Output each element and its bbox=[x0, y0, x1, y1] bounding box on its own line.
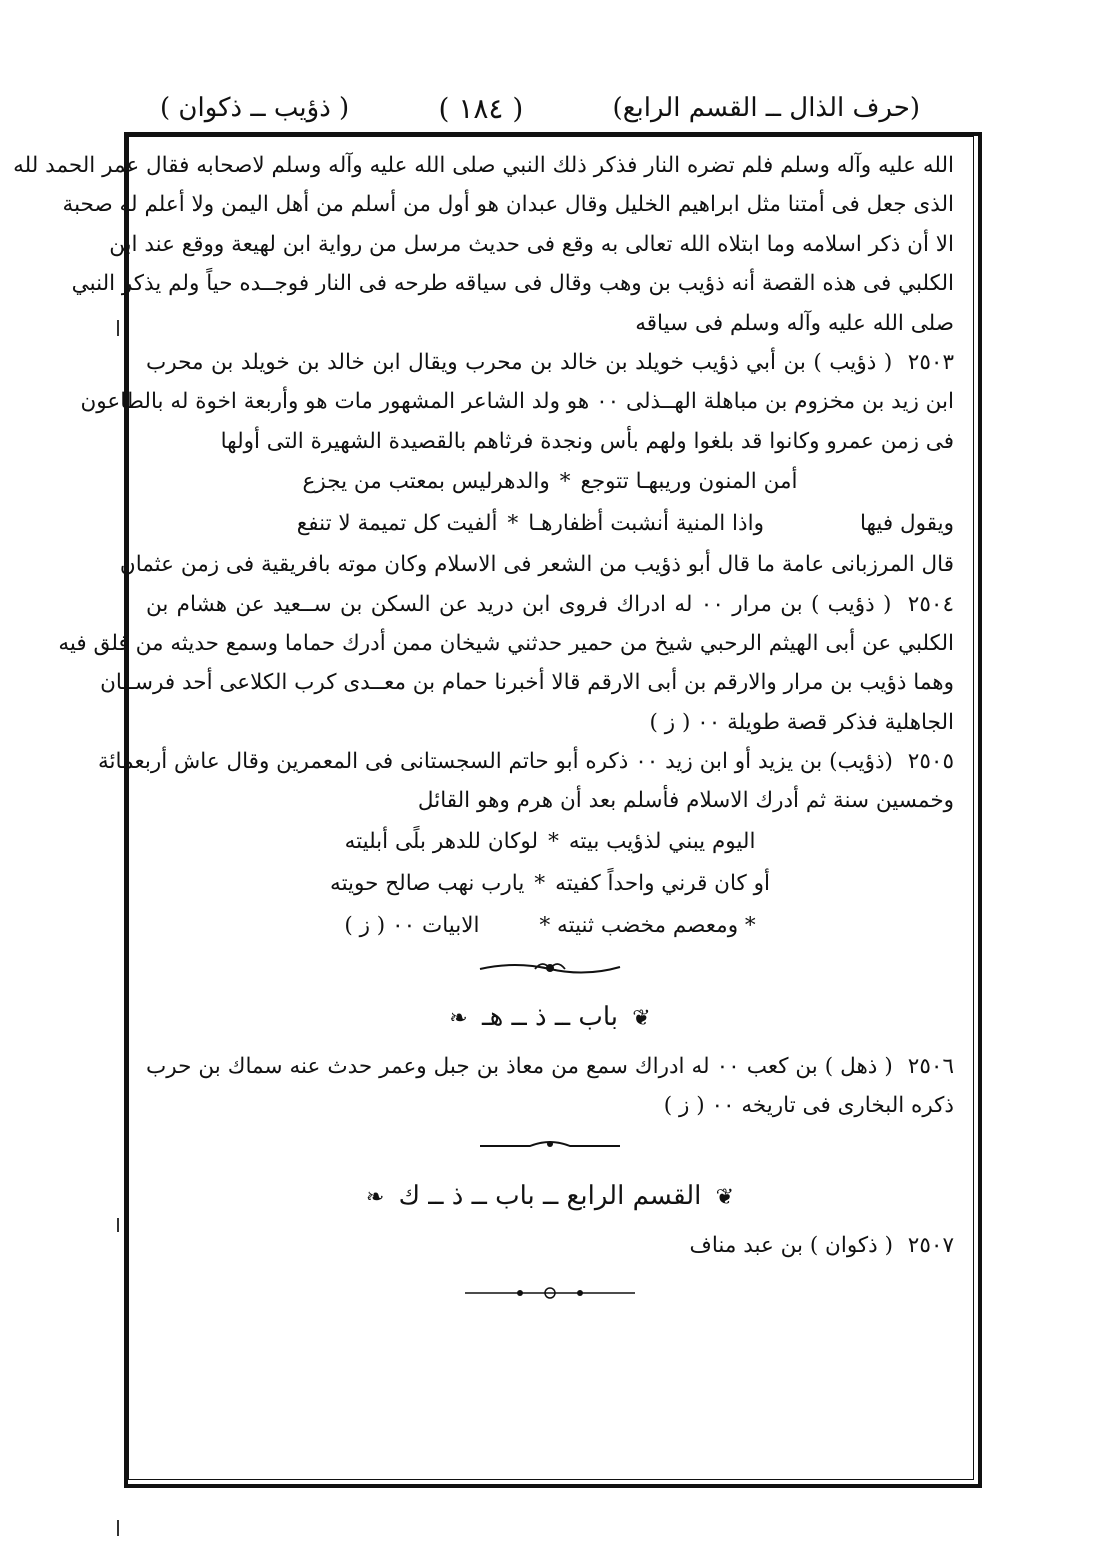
poem-verse bbox=[146, 821, 954, 863]
entry-number: ٢٥٠٤ bbox=[907, 591, 954, 617]
verse-hemistich: أو كان قرني واحداً كفيته bbox=[555, 871, 770, 897]
text-line: وخمسين سنة ثم أدرك الاسلام فأسلم بعد أن هرم وهو القائل bbox=[417, 788, 954, 814]
page-number: ( ١٨٤ ) bbox=[438, 91, 524, 125]
entry-number: ٢٥٠٥ bbox=[907, 749, 954, 775]
entry-number: ٢٥٠٣ bbox=[907, 349, 954, 375]
text-line: وهما ذؤيب بن مرار والارقم بن أبى الارقم قالا أخبرنا حمام بن معــدى كرب الكلاعى أحد فرســان bbox=[100, 670, 954, 696]
verse-hemistich: أمن المنون وريبهـا تتوجع bbox=[580, 469, 798, 495]
text-line: الله عليه وآله وسلم فلم تضره النار فذكر ذلك النبي صلى الله عليه وآله وسلم لاصحابه فقال عمر الحمد لله bbox=[13, 153, 954, 178]
entry-text: ( ذؤيب ) بن مرار ٠٠ له ادراك فروى ابن دريد عن السكن بن ســعيد عن هشام بن bbox=[146, 591, 892, 617]
header-entries: ( ذؤيب ــ ذكوان ) bbox=[160, 93, 350, 123]
scan-edge-mark bbox=[117, 1520, 119, 1536]
entry-number: ٢٥٠٦ bbox=[907, 1053, 954, 1079]
poem-verse bbox=[146, 461, 954, 503]
verse-hemistich: لوكان للدهر بلًى أبليته bbox=[344, 829, 539, 855]
verse-separator: * bbox=[559, 469, 571, 495]
section-heading bbox=[146, 1166, 954, 1226]
text-line: قال المرزبانى عامة ما قال أبو ذؤيب من الشعر فى الاسلام وكان موته بافريقية فى زمن عثمان bbox=[119, 552, 954, 578]
entry-2505 bbox=[98, 742, 954, 781]
text-line: الجاهلية فذكر قصة طويلة ٠٠ ( ز ) bbox=[649, 709, 954, 735]
header-section: (حرف الذال ــ القسم الرابع) bbox=[612, 93, 920, 123]
flourish-ornament bbox=[460, 1283, 640, 1303]
section-heading bbox=[146, 987, 954, 1047]
text-line: فى زمن عمرو وكانوا قد بلغوا ولهم بأس ونجدة فرثاهم بالقصيدة الشهيرة التى أولها bbox=[220, 428, 954, 454]
entry-text: ( ذهل ) بن كعب ٠٠ له ادراك سمع من معاذ بن جبل وعمر حدث عنه سماك بن حرب bbox=[146, 1053, 893, 1079]
text-line: الكلبي فى هذه القصة أنه ذؤيب بن وهب وقال فى سياقه طرحه فى النار فوجــده حياً ولم يذكر النبي bbox=[71, 271, 954, 297]
verse-intro: ويقول فيها bbox=[859, 511, 954, 537]
verse-line: * ومعصم مخضب ثنيته * bbox=[539, 913, 756, 939]
scan-edge-mark bbox=[117, 1218, 119, 1232]
ornament-icon: ❧ bbox=[449, 1005, 468, 1031]
ornament-icon: ❦ bbox=[632, 1005, 651, 1031]
entry-2503 bbox=[146, 343, 954, 382]
verse-hemistich: اليوم يبني لذؤيب بيته bbox=[568, 829, 756, 855]
entry-text: ( ذؤيب ) بن أبي ذؤيب خويلد بن خالد بن محرب ويقال ابن خالد بن خويلد بن محرب bbox=[146, 349, 893, 375]
verse-hemistich: ألفيت كل تميمة لا تنفع bbox=[296, 511, 498, 537]
verse-separator: * bbox=[548, 829, 559, 855]
entry-text: (ذؤيب) بن يزيد أو ابن زيد ٠٠ ذكره أبو حاتم السجستانى فى المعمرين وقال عاش أربعمائة bbox=[98, 749, 893, 775]
verse-separator: * bbox=[534, 871, 546, 897]
verse-note: الابيات ٠٠ ( ز ) bbox=[344, 913, 480, 939]
poem-verse bbox=[146, 503, 954, 545]
entry-number: ٢٥٠٧ bbox=[907, 1232, 954, 1258]
section-title-text: باب ــ ذ ــ هـ bbox=[481, 1001, 619, 1032]
ornament-icon: ❦ bbox=[715, 1184, 735, 1210]
verse-separator: * bbox=[507, 511, 519, 537]
text-line: ذكره البخارى فى تاريخه ٠٠ ( ز ) bbox=[663, 1093, 954, 1119]
entry-2504 bbox=[146, 585, 954, 624]
entry-text: ( ذكوان ) بن عبد مناف bbox=[689, 1232, 893, 1258]
entry-2506 bbox=[146, 1047, 954, 1086]
section-title-text: القسم الرابع ــ باب ــ ذ ــ ك bbox=[398, 1180, 702, 1211]
page-header bbox=[160, 88, 920, 128]
text-line: الذى جعل فى أمتنا مثل ابراهيم الخليل وقال عبدان هو أول من أسلم من أهل اليمن ولا أعلم له صحبة bbox=[62, 192, 954, 218]
text-line: صلى الله عليه وآله وسلم فى سياقه bbox=[635, 310, 954, 336]
ornament-icon: ❧ bbox=[365, 1184, 385, 1210]
text-line: الا أن ذكر اسلامه وما ابتلاه الله تعالى به وقع فى حديث مرسل من رواية ابن لهيعة ووقع عند ابن bbox=[109, 231, 954, 257]
ornament-divider bbox=[146, 1126, 954, 1166]
ornament-divider bbox=[146, 1265, 954, 1321]
entry-2507 bbox=[146, 1226, 954, 1265]
verse-hemistich: يارب نهب صالح حويته bbox=[330, 871, 525, 897]
poem-verse bbox=[146, 905, 954, 947]
verse-hemistich: واذا المنية أنشبت أظفارهـا bbox=[528, 511, 764, 537]
scan-edge-mark bbox=[117, 320, 119, 336]
text-line: ابن زيد بن مخزوم بن مباهلة الهــذلى ٠٠ هو ولد الشاعر المشهور مات هو وأربعة اخوة له بالطاعون bbox=[80, 389, 954, 415]
text-line: الكلبي عن أبى الهيثم الرحبي شيخ من حمير حدثني شيخان ممن أدرك حماما وسمع حديثه من فلق فيه bbox=[58, 630, 954, 656]
flourish-ornament bbox=[475, 957, 625, 977]
verse-hemistich: والدهرليس بمعتب من يجزع bbox=[302, 469, 550, 495]
ornament-divider bbox=[146, 947, 954, 987]
flourish-ornament bbox=[475, 1136, 625, 1156]
poem-verse bbox=[146, 863, 954, 905]
page-body bbox=[13, 146, 954, 1321]
